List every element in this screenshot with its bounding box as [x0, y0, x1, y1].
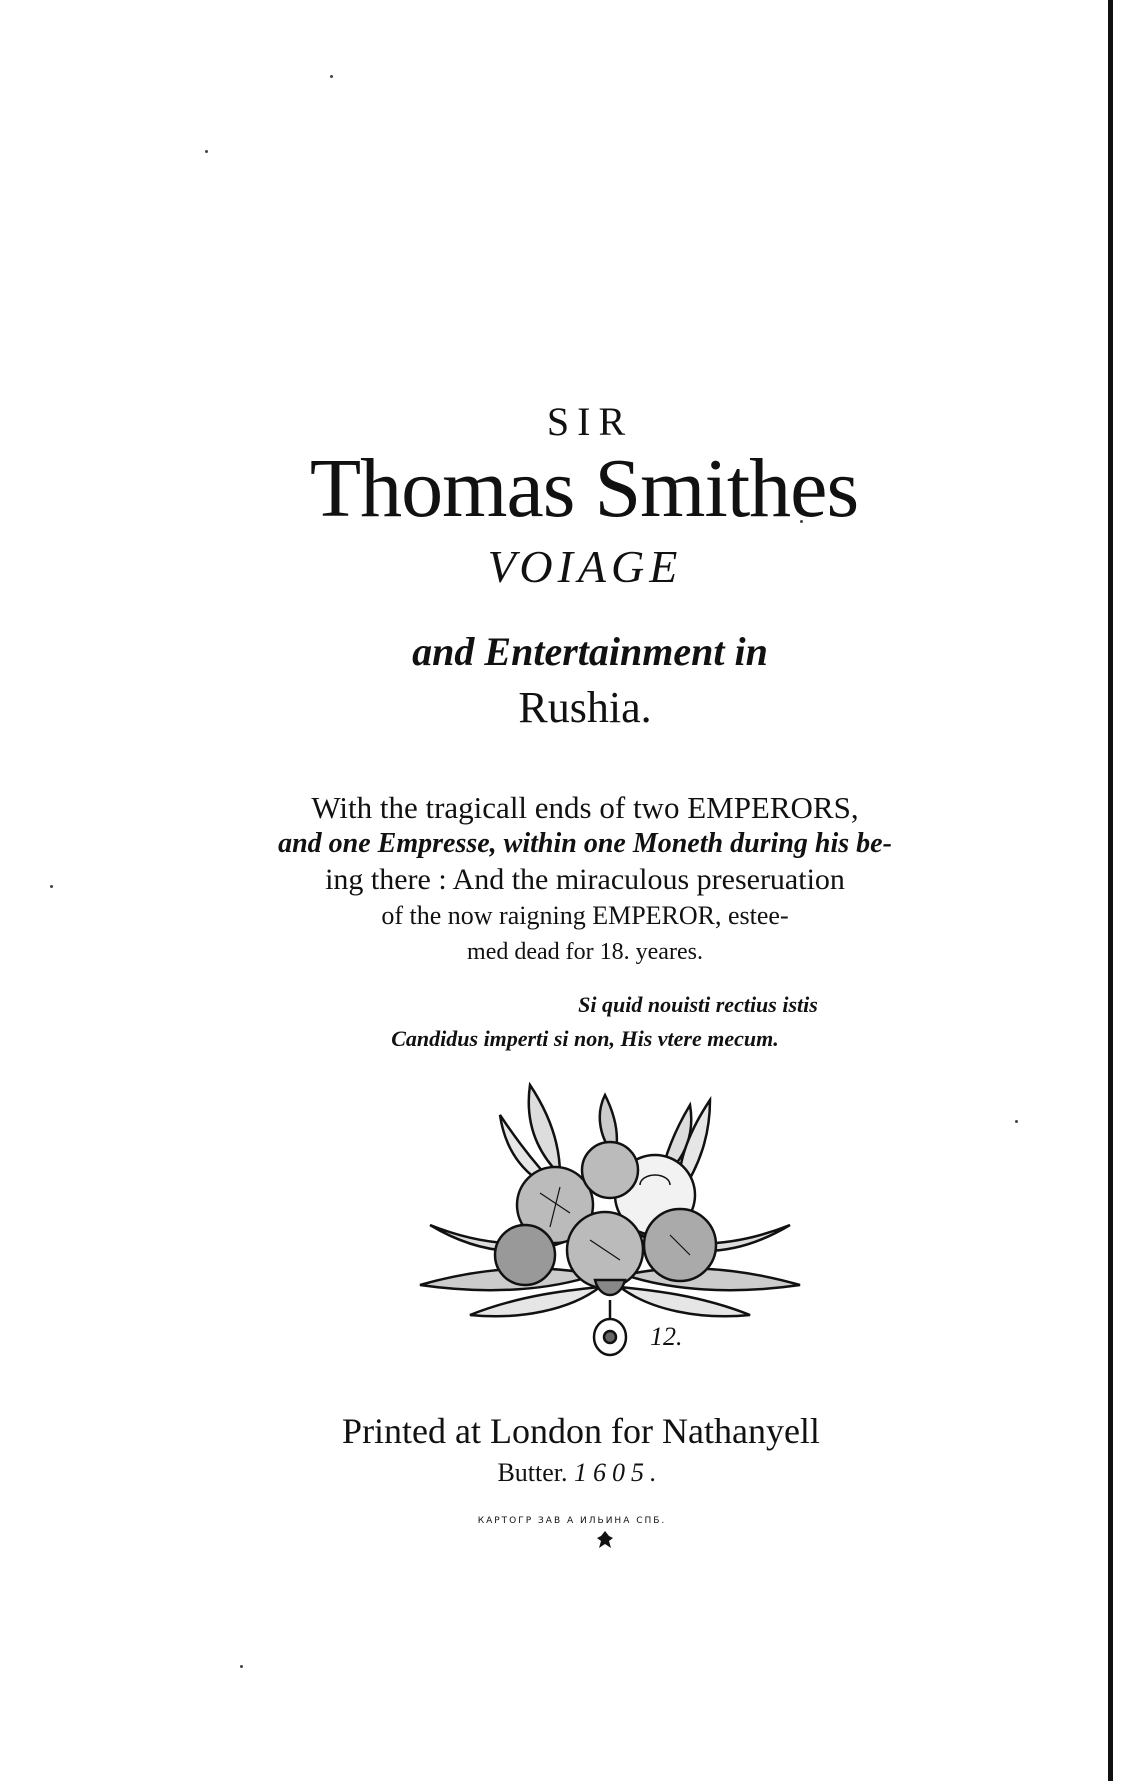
latin-motto [0, 988, 1140, 1056]
title-sir: SIR [546, 399, 634, 444]
description-line: med dead for 18. yeares. [467, 939, 703, 965]
paper-speck [330, 75, 333, 78]
ornament-label: 12. [650, 1322, 683, 1351]
description-line: ing there : And the miraculous preseruation [325, 863, 845, 896]
paper-speck [205, 150, 208, 153]
paper-speck [1015, 1120, 1018, 1123]
motto-line: Candidus imperti si non, His vtere mecum. [391, 1026, 779, 1051]
fruit-and-leaves-woodcut-icon [410, 1075, 810, 1385]
page-title: Thomas Smithes [309, 442, 859, 535]
imprint-line: Printed at London for Nathanyell [342, 1411, 820, 1451]
description-line: With the tragicall ends of two EMPERORS, [311, 790, 859, 825]
motto-line: Si quid nouisti rectius istis [578, 992, 818, 1017]
library-stamp-icon [596, 1530, 614, 1550]
title-place: Rushia. [518, 683, 652, 732]
imprint-line-2 [0, 1458, 1140, 1488]
paper-speck [240, 1665, 243, 1668]
description-line: of the now raigning EMPEROR, estee- [381, 901, 789, 930]
imprint-name: Butter. [497, 1458, 568, 1487]
title-entertainment: and Entertainment in [412, 629, 768, 674]
description-line: and one Empresse, within one Moneth during his be- [278, 828, 892, 859]
description-block [0, 790, 1140, 970]
imprint-year: 1605. [574, 1458, 663, 1487]
title-voiage: VOIAGE [487, 541, 683, 592]
library-stamp-text: КАРТОГР ЗАВ А ИЛЬИНА СПБ. [477, 1516, 667, 1526]
